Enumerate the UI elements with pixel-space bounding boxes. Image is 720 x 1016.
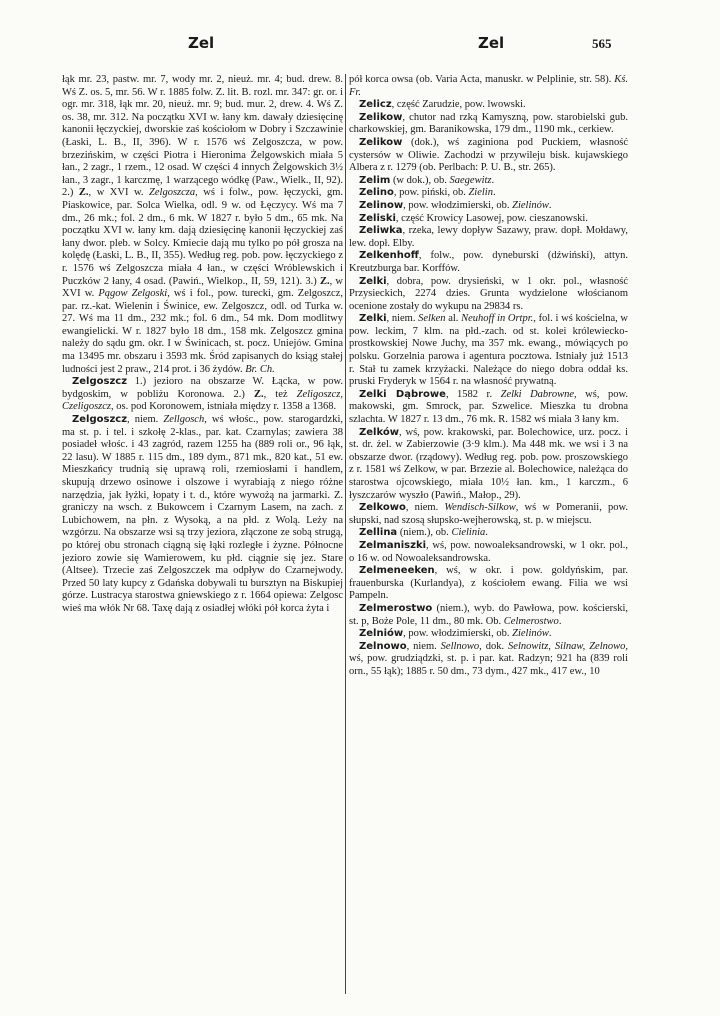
dictionary-entry <box>62 414 343 616</box>
italic-term: Neuhoff in Ortpr. <box>461 313 534 325</box>
dictionary-entry <box>349 250 628 275</box>
entry-text: , wś, pow. grudziądzki, st. p. i par. kat. Radzyn; 921 ha (839 roli orn., 55 łąk); 1885 r. 50 dm., 73 dym., 427 mk., 417 ew., 10 <box>349 640 628 677</box>
italic-term: Zielinów <box>512 199 549 211</box>
entry-text: , pow. włodzimierski, ob. <box>403 199 513 211</box>
entry-headword: Zelmerostwo <box>359 602 433 614</box>
italic-term: Zellgosch <box>163 414 205 426</box>
entry-text: . <box>492 187 496 199</box>
entry-headword: Zelkowo <box>359 502 406 514</box>
dictionary-entry <box>349 225 628 250</box>
entry-headword: Zelków <box>359 426 399 438</box>
entry-text: , rzeka, lewy dopływ Sazawy, praw. dopł. Mołdawy, lew. dopł. Elby. <box>349 225 628 249</box>
running-head-left: Zel <box>188 34 215 52</box>
italic-term: Zielin <box>468 187 493 199</box>
entry-text: , wś włośc., pow. starogardzki, ma st. p. i tel. i szkołę 2-klas., par. kat. Czarnylas; zawiera 38 posiadeł włośc. i 43 zagród, razem 1255 ha (889 roli or., 96 łąk, 22 lasu). W 1885 r. 115 dm., 189 dym., 871 mk., 820 kat., 51 ew. Mieszkańcy trudnią się uprawą roli, rzemiosłami i handlem, skupują drzewo osinowe i olszowe i wyrabiają z niego różne narzędzia, jak łyżki, łopaty i t. d., które wywożą na jarmarki. Z. graniczy na wsch. z Bukowcem i Czarnym Lasem, na zach. z Lubichowem, na płn. z Wysoką, a na płd. z Wolą. Leży na wzgórzu. Na obszarze wsi są trzy jeziora, złączone ze sobą strugą, po której obu stronach ciągną się łąki rozległe i żyzne. Północne jezioro zowie się Wamierowem, ku płd. ciągnie się jez. Stare (Altsee). Trzecie zaś Zelgoszczek ma odpływ do Czarnejwody. Przed 50 laty kupcy z Gdańska dobywali tu bursztyn na Biskupiej górze. Lustracya starostwa gniewskiego z r. 1664 opiewa: Zelgosc wieś ma włók Nr 68. Taxę dają z osiadłej włóki pół korca żyta i <box>62 414 343 614</box>
entry-headword: Zelicz <box>359 99 392 111</box>
entry-text: łąk mr. 23, pastw. mr. 7, wody mr. 2, nieuż. mr. 4; bud. drew. 8. Wś Z. os. 5, mr. 56. W r. 1885 folw. Z. lit. B. rozl. mr. 347: gr. or. i ogr. mr. 318, łąk mr. 20, nieuż. mr. 9; bud. mur. 2, drew. 4. Wś Z. os. 38, mr. 312. Na początku XVI w. łany km. dawały dziesięcinę kanonii łęczyckiej, dworskie zaś kościołom w Dobry i Szczawinie (Łaski, L. B., II, 396). W r. 1576 wś Zelgoszcza, w pow. brzezińskim, w części Piotra i Hieronima Żelgowskich miała 5 łan., 2 zagr., 1 rzem., 12 osad. W części 4 innych Żelgowskich 3½ łan., 3 zagr., 1 karczmę, 1 warzącego wódkę (Paw., Wielk., II, 92). 2.) <box>62 74 343 199</box>
author-signature: Kś. Fr. <box>349 74 628 98</box>
entry-text: , dobra, pow. drysieński, w 1 okr. pol., własność Przysieckich, 2274 dzies. Grunta wydzielone włościanom ocenione zostały do wykupu na 29834 rs. <box>349 275 628 312</box>
dictionary-entry <box>349 603 628 628</box>
entry-headword: Zelim <box>359 174 391 186</box>
dictionary-entry <box>62 376 343 414</box>
entry-text: , wś, pow. krakowski, par. Bolechowice, urz. pocz. i st. dr. żel. w Zabierzowie (3·9 klm.). Ma 448 mk. we wsi i 3 na obszarze dwor. (rządowy). Według reg. pob. pow. proszowskiego z r. 1581 wś Zelkow, w par. Brzezie al. Bolechowice, należąca do starostwa ojcowskiego, miała 10½ łan. km., 1 karczm., 6 łyszczarów wyszło (Pawiń., Małop., 29). <box>349 426 628 501</box>
entry-text: , wś w Pomeranii, pow. słupski, nad szosą słupsko-wejherowską, st. p. w miejscu. <box>349 502 628 526</box>
entry-text: (dok.), wś zaginiona pod Puckiem, własność cystersów w Oliwie. Zachodzi w przywileju bisk. kujawskiego Albera z r. 1279 (ob. Perlbach: P. U. B., str. 265). <box>349 136 628 174</box>
entry-headword: Zelikow <box>359 111 403 123</box>
running-head-right: Zel <box>478 34 505 52</box>
entry-headword: Zelinow <box>359 199 404 211</box>
dictionary-entry <box>349 540 628 565</box>
entry-headword: Zellina <box>359 527 398 539</box>
entry-text: . <box>548 199 552 211</box>
author-signature: Br. Ch. <box>245 363 275 375</box>
entry-headword: Zelgoszcz <box>72 414 128 426</box>
entry-text: . <box>485 527 488 539</box>
dictionary-entry <box>349 565 628 603</box>
italic-term: Zeligoszcz, Czeligoszcz <box>62 388 343 413</box>
entry-text: . <box>558 615 562 627</box>
italic-term: Celmerostwo <box>503 615 559 627</box>
entry-text: (niem.), ob. <box>397 527 452 539</box>
dictionary-entry <box>349 313 628 389</box>
dictionary-entry <box>349 502 628 527</box>
italic-term: Saegewitz <box>449 174 492 186</box>
dictionary-entry <box>349 641 628 679</box>
entry-text: (w dok.), ob. <box>390 174 450 186</box>
dictionary-entry <box>349 112 628 137</box>
italic-term: Zielinów <box>512 628 549 640</box>
entry-text: , część Krowicy Lasowej, pow. cieszanowski. <box>395 212 588 224</box>
entry-headword: Zelki <box>359 313 387 325</box>
entry-text: , pow. piński, ob. <box>393 187 469 199</box>
entry-headword: Zelnowo <box>359 640 407 652</box>
italic-term: Selnowitz, Silnaw, Zelnowo <box>508 640 626 652</box>
dictionary-entry <box>349 74 628 99</box>
entry-text: , fol. i wś kościelna, w pow. leckim, 7 klm. na płd.-zach. od st. kolei królewiecko-prostkowskiej Nowe Juchy, ma 357 mk. ewang., mówiących po polsku. Gorzelnia parowa i agentura pocztowa. Istniały już 1513 r. Stał tu zamek krzyżacki. Należące do niego dobra oddał ks. pruski Fryderyk w 1564 r. na własność prywatną. <box>349 313 628 388</box>
dictionary-entry <box>349 427 628 503</box>
column-divider <box>345 74 346 994</box>
entry-text: , wś i fol., pow. turecki, gm. Zelgoszcz, par. rz.-kat. Wielenin i Świnice, ew. Zelgoszcz, odl. od Turka w. 27. Wś ma 11 dm., 232 mk.; fol. 6 dm., 54 mk. Dom modlitwy ewangielicki. W r. 1827 było 18 dm., 158 mk. Zelgoszcz gmina należy do sądu gm. okr. I w Świnicach, st. pocz. Uniejów. Gmina ma 13495 mr. obszaru i 3593 mk. Śród zapisanych do ksiąg stałej ludności jest 2 praw., 214 prot. i 36 żydów. <box>62 288 343 375</box>
entry-text: , chutor nad rzką Kamyszną, pow. starobielski gub. charkowskiej, gm. Baranikowska, 179 dm., 1190 mk., cerkiew. <box>349 111 628 136</box>
left-column <box>62 74 343 994</box>
entry-text: . <box>491 174 495 186</box>
entry-headword: Zelmeneeken <box>359 565 435 577</box>
dictionary-entry <box>349 137 628 175</box>
right-column <box>349 74 628 994</box>
entry-text: (niem.), wyb. do Pawłowa, pow. kościerski, st. p, Boże Pole, 11 dm., 80 mk. Ob. <box>349 602 628 627</box>
dictionary-entry <box>349 276 628 314</box>
entry-text: , niem. <box>406 640 441 652</box>
entry-headword: Zelki Dąbrowe <box>359 388 446 400</box>
entry-text: , niem. <box>405 502 445 514</box>
italic-term: Sellnowo <box>440 640 480 652</box>
entry-headword: Zelki <box>359 275 387 287</box>
entry-text: , niem. <box>386 313 419 325</box>
entry-headword: Zelikow <box>359 136 403 148</box>
entry-text: , wś, w okr. i pow. goldyńskim, par. frauenburska (Kurlandya), z kościołem ewang. Filia we wsi Pampeln. <box>349 565 628 602</box>
italic-term: Zelgoszcza <box>149 187 196 199</box>
entry-headword: Zeliwka <box>359 225 403 237</box>
entry-text: , też <box>263 388 297 400</box>
dictionary-entry <box>349 527 628 540</box>
entry-text: Z. <box>319 275 330 287</box>
dictionary-entry <box>349 99 628 112</box>
page-header <box>0 34 720 56</box>
entry-text: , pow. włodzimierski, ob. <box>403 628 513 640</box>
entry-text: , dok. <box>479 640 509 652</box>
dictionary-entry <box>349 200 628 213</box>
dictionary-entry <box>62 74 343 376</box>
entry-text: , w XVI w. <box>88 187 150 199</box>
entry-text: , w XVI w. <box>62 275 343 300</box>
entry-headword: Zeliski <box>359 212 396 224</box>
entry-text: , część Zarudzie, pow. lwowski. <box>391 99 526 111</box>
page-number: 565 <box>592 36 612 51</box>
entry-text: , wś, pow. nowoaleksandrowski, w 1 okr. pol., o 16 w. od Nowoaleksandrowska. <box>349 539 628 564</box>
entry-text: , 1582 r. <box>445 388 501 400</box>
dictionary-entry <box>349 389 628 427</box>
entry-headword: Zelmaniszki <box>359 539 427 551</box>
entry-text: . <box>548 628 552 640</box>
dictionary-entry <box>349 187 628 200</box>
italic-term: Selken <box>418 313 446 325</box>
italic-term: Pągow Zelgoski <box>98 288 168 300</box>
entry-text: pół korca owsa (ob. Varia Acta, manuskr. w Pelplinie, str. 58). <box>349 74 615 85</box>
entry-text: al. <box>445 313 462 325</box>
italic-term: Cielinia <box>451 527 486 539</box>
dictionary-entry <box>349 175 628 188</box>
dictionary-entry <box>349 213 628 226</box>
entry-headword: Zelgoszcz <box>72 376 128 388</box>
entry-text: 1.) jezioro na obszarze W. Łącka, w pow. bydgoskim, w pobliżu Koronowa. 2.) <box>62 376 343 400</box>
italic-term: Zelki Dabrowne <box>500 388 575 400</box>
entry-text: Z. <box>253 388 264 400</box>
entry-headword: Zelino <box>359 187 394 199</box>
italic-term: Wendisch-Silkow <box>444 502 516 514</box>
entry-text: , niem. <box>127 414 164 426</box>
dictionary-entry <box>349 628 628 641</box>
entry-text: , folw., pow. dyneburski (dźwiński), attyn. Kreutzburga bar. Korffów. <box>349 250 628 274</box>
entry-headword: Zelkenhoff <box>359 250 419 262</box>
entry-text: , os. pod Koronowem, istniała między r. 1358 a 1368. <box>111 401 337 413</box>
entry-headword: Zelniów <box>359 628 404 640</box>
entry-text: Z. <box>78 187 89 199</box>
entry-text: , wś i folw., pow. łęczycki, gm. Piaskowice, par. Solca Wielka, odl. 9 w. od Łęczycy. Wś ma 7 dm., 26 mk.; fol. 2 dm., 6 mk. W 1827 r. było 5 dm., 65 mk. Na początku XVI w. łany km. dają dziesięcinę kanonii łęczyckiej zaś łany dwor. pleb. w Solcy. Kmiecie dają mu tylko po pół grosza na kolędę (Łaski, L. B., II, 355). Według reg. pob. pow. łęczyckiego z r. 1576 wś Zelgoszcza miała 4 łan., w części Wróblewskich i Puczków 2 łany, 4 osad. (Pawiń., Wielkop., II, 59, 121). 3.) <box>62 187 343 287</box>
entry-text: , wś, pow. makowski, gm. Smrock, par. Szwelice. Mieszka tu drobna szlachta. W 1827 r. 13 dm., 76 mk. R. 1582 wś miała 3 łany km. <box>349 388 628 426</box>
